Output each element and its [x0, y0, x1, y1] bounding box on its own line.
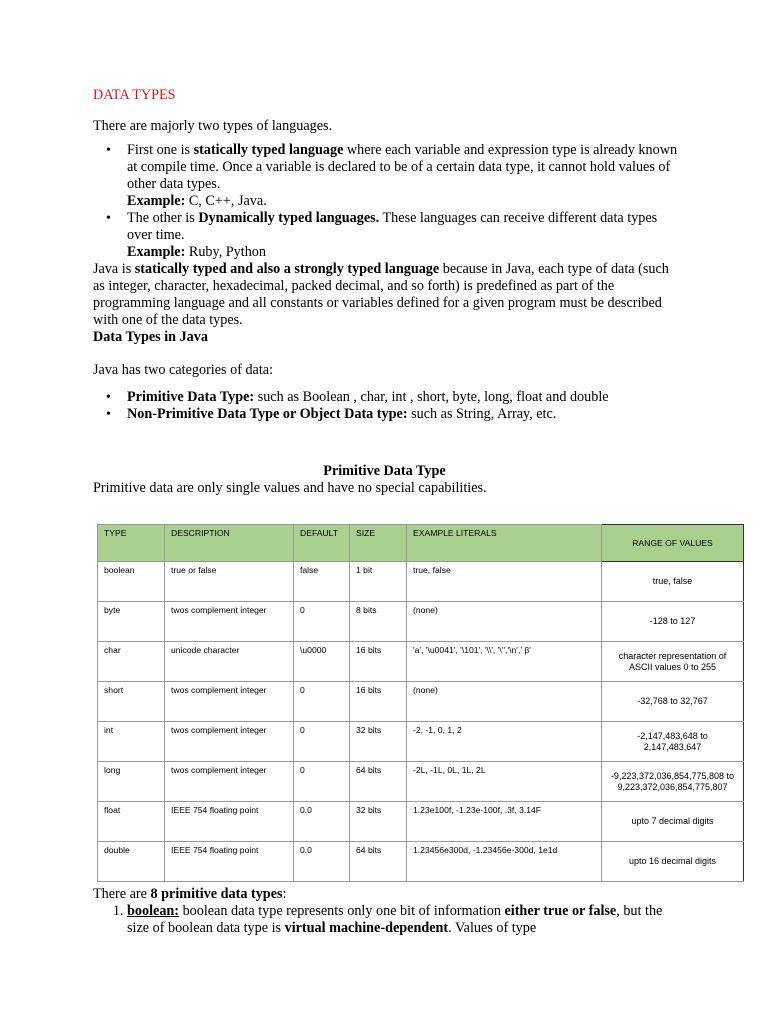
table-header-row	[98, 525, 744, 562]
table-cell: double	[98, 842, 165, 882]
table-cell: float	[98, 802, 165, 842]
table-row	[98, 602, 744, 642]
primitive-types-table	[97, 524, 744, 882]
header-description: DESCRIPTION	[165, 525, 294, 562]
header-size: SIZE	[350, 525, 407, 562]
table-row	[98, 562, 744, 602]
primitive-list-section	[93, 886, 683, 937]
table-cell: byte	[98, 602, 165, 642]
header-example-literals: EXAMPLE LITERALS	[407, 525, 602, 562]
table-cell: -32,768 to 32,767	[602, 682, 744, 722]
table-cell: twos complement integer	[165, 602, 294, 642]
table-row	[98, 722, 744, 762]
table-cell: 'a', '\u0041', '\101', '\\', '\'','\n',' β'	[407, 642, 602, 682]
table-cell: 0	[294, 762, 350, 802]
categories-list	[93, 389, 683, 423]
java-paragraph: Java is statically typed and also a strongly typed language because in Java, each type of data (such as integer, character, hexadecimal, packed decimal, and so forth) is predefined as part of the programming language and all constants or variables defined for a given program must be described with one of the data types.	[93, 261, 669, 328]
table-row	[98, 762, 744, 802]
example-line: Example: Ruby, Python	[127, 244, 266, 260]
table-cell: long	[98, 762, 165, 802]
table-cell: upto 7 decimal digits	[602, 802, 744, 842]
table-cell: -9,223,372,036,854,775,808 to 9,223,372,036,854,775,807	[602, 762, 744, 802]
table-cell: false	[294, 562, 350, 602]
table-cell: 16 bits	[350, 642, 407, 682]
table-cell: 64 bits	[350, 762, 407, 802]
list-item: • First one is statically typed language where each variable and expression type is already known at compile time. Once a variable is declared to be of a certain data type, it cannot hold values of other data types. Example: C, C++, Java.	[127, 142, 683, 210]
page-title: DATA TYPES	[93, 87, 176, 103]
table-cell: 1 bit	[350, 562, 407, 602]
section-heading: Data Types in Java	[93, 329, 208, 345]
document-body	[93, 87, 683, 497]
table-cell: \u0000	[294, 642, 350, 682]
table-cell: int	[98, 722, 165, 762]
table-cell: 64 bits	[350, 842, 407, 882]
table-cell: 32 bits	[350, 802, 407, 842]
table-row	[98, 842, 744, 882]
language-types-list	[93, 142, 683, 261]
table-cell: char	[98, 642, 165, 682]
table-cell: upto 16 decimal digits	[602, 842, 744, 882]
list-item: • The other is Dynamically typed languages. These languages can receive different data types over time. Example: Ruby, Python	[127, 210, 683, 261]
table-cell: IEEE 754 floating point	[165, 842, 294, 882]
table-cell: unicode character	[165, 642, 294, 682]
primitive-description: Primitive data are only single values and have no special capabilities.	[93, 480, 487, 496]
table-cell: true, false	[602, 562, 744, 602]
table-cell: twos complement integer	[165, 722, 294, 762]
table-cell: 1.23e100f, -1.23e-100f, .3f, 3.14F	[407, 802, 602, 842]
primitive-heading: Primitive Data Type	[323, 463, 446, 479]
table-cell: 16 bits	[350, 682, 407, 722]
table-cell: -2L, -1L, 0L, 1L, 2L	[407, 762, 602, 802]
table-row	[98, 802, 744, 842]
table-cell: 0.0	[294, 842, 350, 882]
primitive-types-table-wrapper	[97, 524, 743, 876]
table-cell: true, false	[407, 562, 602, 602]
table-cell: 0	[294, 722, 350, 762]
header-range: RANGE OF VALUES	[602, 525, 744, 562]
table-cell: boolean	[98, 562, 165, 602]
table-cell: true or false	[165, 562, 294, 602]
table-cell: (none)	[407, 682, 602, 722]
list-item: • Non-Primitive Data Type or Object Data type: such as String, Array, etc.	[127, 406, 683, 423]
table-row	[98, 682, 744, 722]
table-cell: 0	[294, 682, 350, 722]
primitive-types-list	[93, 903, 683, 937]
count-line: There are 8 primitive data types:	[93, 886, 287, 902]
categories-intro: Java has two categories of data:	[93, 362, 274, 378]
table-cell: short	[98, 682, 165, 722]
table-cell: -128 to 127	[602, 602, 744, 642]
table-cell: 0.0	[294, 802, 350, 842]
header-type: TYPE	[98, 525, 165, 562]
table-cell: (none)	[407, 602, 602, 642]
table-row	[98, 642, 744, 682]
list-item: • Primitive Data Type: such as Boolean , char, int , short, byte, long, float and double	[127, 389, 683, 406]
table-cell: 32 bits	[350, 722, 407, 762]
intro-text: There are majorly two types of languages.	[93, 118, 333, 134]
table-cell: twos complement integer	[165, 762, 294, 802]
header-default: DEFAULT	[294, 525, 350, 562]
table-cell: twos complement integer	[165, 682, 294, 722]
table-cell: -2, -1, 0, 1, 2	[407, 722, 602, 762]
table-cell: 0	[294, 602, 350, 642]
table-cell: character representation of ASCII values 0 to 255	[602, 642, 744, 682]
table-cell: -2,147,483,648 to 2,147,483,647	[602, 722, 744, 762]
table-cell: IEEE 754 floating point	[165, 802, 294, 842]
table-cell: 1.23456e300d, -1.23456e-300d, 1e1d	[407, 842, 602, 882]
example-line: Example: C, C++, Java.	[127, 193, 267, 209]
table-cell: 8 bits	[350, 602, 407, 642]
list-item: 1. boolean: boolean data type represents only one bit of information either true or false, but the size of boolean data type is virtual machine-dependent. Values of type	[127, 903, 683, 937]
